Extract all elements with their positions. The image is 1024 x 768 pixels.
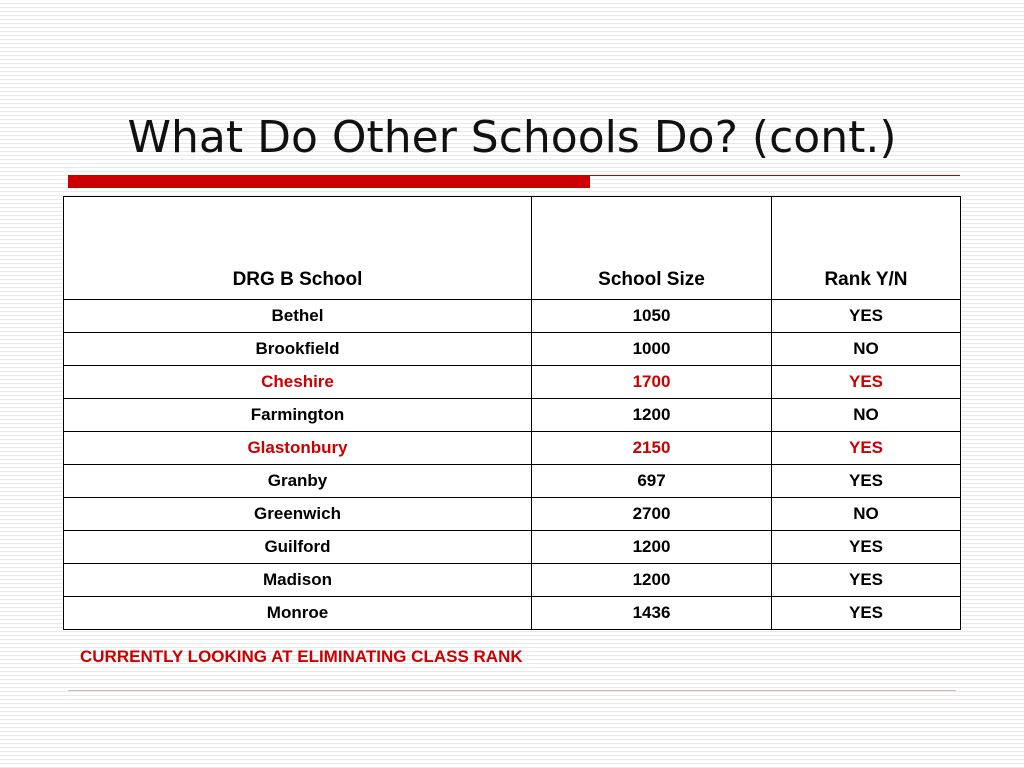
table-row	[64, 498, 961, 531]
cell-school: Monroe	[64, 597, 532, 630]
cell-rank: YES	[772, 465, 961, 498]
cell-size: 1700	[532, 366, 772, 399]
table-row	[64, 597, 961, 630]
cell-size: 1436	[532, 597, 772, 630]
cell-school: Cheshire	[64, 366, 532, 399]
cell-rank: YES	[772, 531, 961, 564]
cell-rank: NO	[772, 399, 961, 432]
header-rank: Rank Y/N	[772, 197, 961, 300]
cell-size: 2700	[532, 498, 772, 531]
slide-title: What Do Other Schools Do? (cont.)	[127, 112, 897, 163]
header-school-size: School Size	[532, 197, 772, 300]
cell-rank: YES	[772, 564, 961, 597]
cell-size: 1200	[532, 531, 772, 564]
cell-school: Brookfield	[64, 333, 532, 366]
cell-rank: NO	[772, 498, 961, 531]
cell-rank: NO	[772, 333, 961, 366]
footnote: CURRENTLY LOOKING AT ELIMINATING CLASS RANK	[80, 647, 523, 666]
table-row	[64, 399, 961, 432]
table-header-row	[64, 197, 961, 300]
bottom-divider	[68, 690, 956, 691]
schools-table	[63, 196, 961, 630]
cell-size: 1200	[532, 564, 772, 597]
cell-rank: YES	[772, 366, 961, 399]
table-row	[64, 366, 961, 399]
cell-rank: YES	[772, 300, 961, 333]
table-row	[64, 432, 961, 465]
cell-rank: YES	[772, 432, 961, 465]
title-underline-line	[590, 175, 960, 176]
table-row	[64, 564, 961, 597]
cell-school: Farmington	[64, 399, 532, 432]
cell-school: Glastonbury	[64, 432, 532, 465]
title-underline	[68, 175, 960, 188]
table-row	[64, 465, 961, 498]
cell-school: Greenwich	[64, 498, 532, 531]
cell-school: Granby	[64, 465, 532, 498]
cell-size: 1200	[532, 399, 772, 432]
cell-size: 697	[532, 465, 772, 498]
cell-size: 1050	[532, 300, 772, 333]
cell-school: Guilford	[64, 531, 532, 564]
table-row	[64, 333, 961, 366]
cell-school: Madison	[64, 564, 532, 597]
cell-size: 2150	[532, 432, 772, 465]
cell-size: 1000	[532, 333, 772, 366]
cell-rank: YES	[772, 597, 961, 630]
cell-school: Bethel	[64, 300, 532, 333]
header-school: DRG B School	[64, 197, 532, 300]
table-row	[64, 531, 961, 564]
title-underline-bar	[68, 175, 590, 188]
table-row	[64, 300, 961, 333]
